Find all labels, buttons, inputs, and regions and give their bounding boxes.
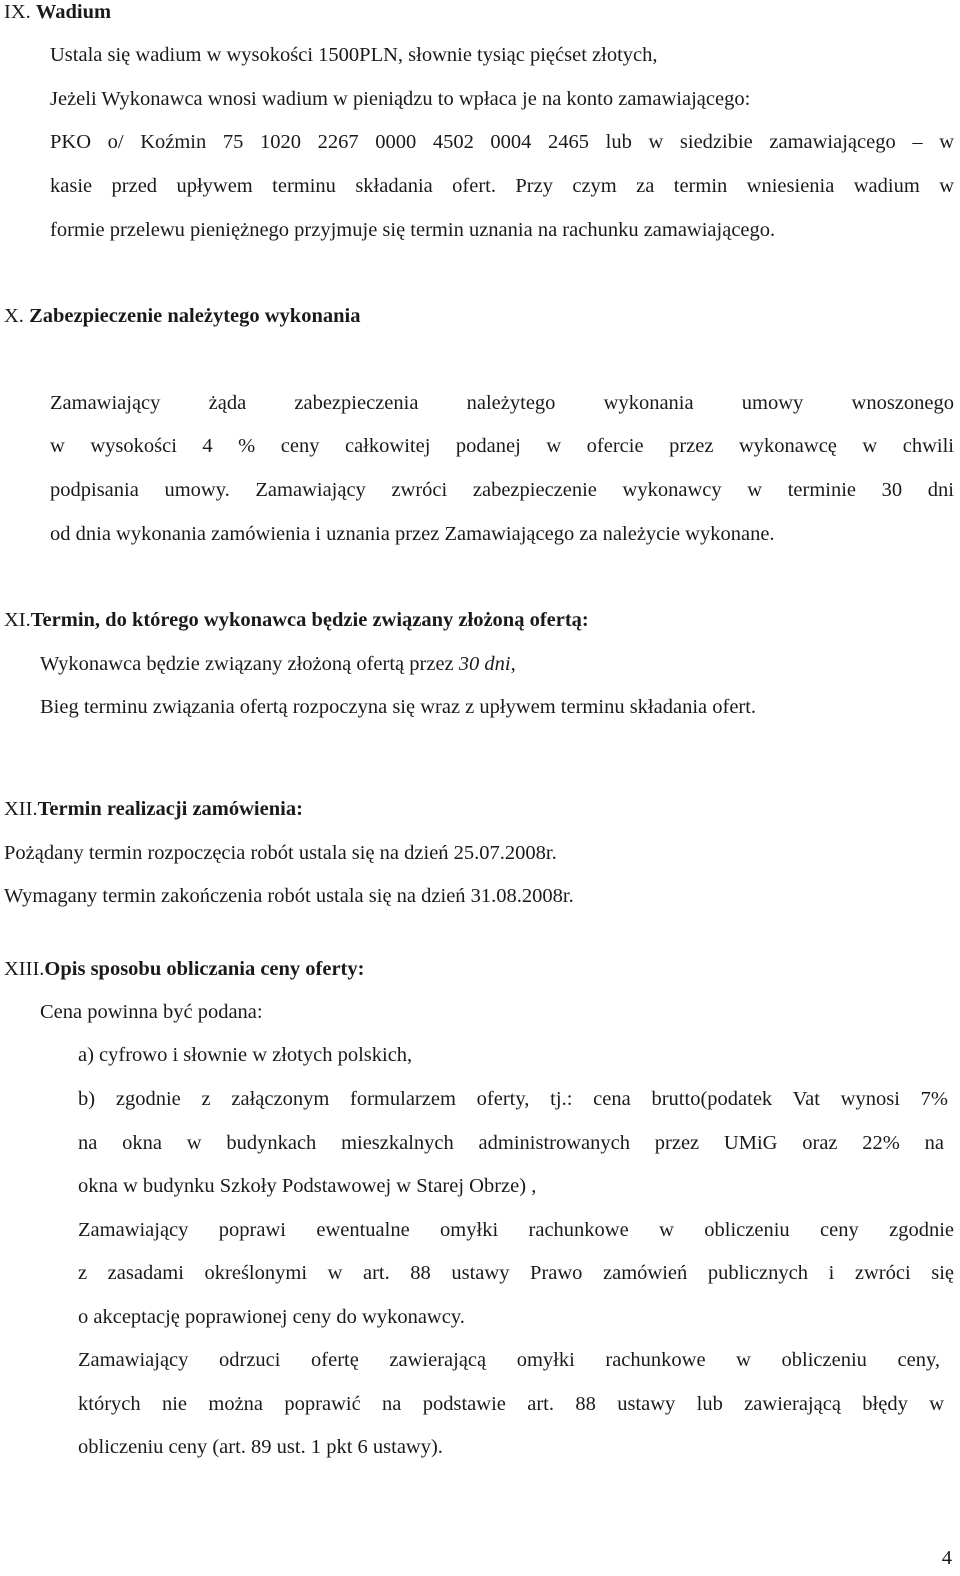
paragraph-line — [40, 652, 516, 676]
list-item: obliczeniu ceny (art. 89 ust. 1 pkt 6 ustawy). — [78, 1436, 443, 1458]
paragraph-line: Cena powinna być podana: — [40, 1001, 263, 1023]
paragraph-line: Zamawiający żąda zabezpieczenia należytego wykonania umowy wnoszonego — [50, 392, 954, 414]
list-item: b) zgodnie z załączonym formularzem oferty, tj.: cena brutto(podatek Vat wynosi 7% — [78, 1088, 948, 1110]
section-number: XI. — [4, 609, 31, 631]
paragraph-line: Pożądany termin rozpoczęcia robót ustala się na dzień 25.07.2008r. — [4, 842, 557, 864]
section-xi-heading — [4, 608, 589, 632]
paragraph-line: w wysokości 4 % ceny całkowitej podanej w ofercie przez wykonawcę w chwili — [50, 435, 954, 457]
list-item: na okna w budynkach mieszkalnych administrowanych przez UMiG oraz 22% na — [78, 1132, 944, 1154]
section-number: XII. — [4, 798, 38, 820]
list-item: o akceptację poprawionej ceny do wykonawcy. — [78, 1306, 465, 1328]
list-item: Zamawiający poprawi ewentualne omyłki rachunkowe w obliczeniu ceny zgodnie — [78, 1219, 954, 1241]
list-item: okna w budynku Szkoły Podstawowej w Starej Obrze) , — [78, 1175, 537, 1197]
page-number: 4 — [941, 1547, 952, 1569]
paragraph-line: Jeżeli Wykonawca wnosi wadium w pieniądzu to wpłaca je na konto zamawiającego: — [50, 88, 751, 110]
section-title: Zabezpieczenie należytego wykonania — [29, 305, 361, 327]
section-number: X. — [4, 305, 24, 327]
paragraph-line: Wymagany termin zakończenia robót ustala się na dzień 31.08.2008r. — [4, 885, 574, 907]
section-ix-heading — [4, 0, 111, 24]
list-item: których nie można poprawić na podstawie art. 88 ustawy lub zawierającą błędy w — [78, 1393, 944, 1415]
paragraph-line: PKO o/ Koźmin 75 1020 2267 0000 4502 0004 2465 lub w siedzibie zamawiającego – w — [50, 131, 954, 153]
section-title: Termin realizacji zamówienia: — [37, 798, 303, 820]
section-title: Wadium — [35, 1, 112, 23]
section-number: XIII. — [4, 958, 45, 980]
section-xiii-heading — [4, 957, 364, 981]
text-span: Wykonawca będzie związany złożoną ofertą przez — [40, 653, 459, 675]
section-xii-heading — [4, 797, 303, 821]
list-item: a) cyfrowo i słownie w złotych polskich, — [78, 1044, 413, 1066]
section-x-heading — [4, 304, 360, 328]
paragraph-line: Ustala się wadium w wysokości 1500PLN, słownie tysiąc pięćset złotych, — [50, 44, 658, 66]
italic-term: 30 dni — [458, 653, 511, 675]
paragraph-line: kasie przed upływem terminu składania ofert. Przy czym za termin wniesienia wadium w — [50, 175, 954, 197]
section-title: Opis sposobu obliczania ceny oferty: — [44, 958, 365, 980]
text-span: , — [510, 653, 516, 675]
paragraph-line: od dnia wykonania zamówienia i uznania przez Zamawiającego za należycie wykonane. — [50, 523, 775, 545]
paragraph-line: formie przelewu pieniężnego przyjmuje się termin uznania na rachunku zamawiającego. — [50, 219, 776, 241]
paragraph-line: podpisania umowy. Zamawiający zwróci zabezpieczenie wykonawcy w terminie 30 dni — [50, 479, 954, 501]
list-item: Zamawiający odrzuci ofertę zawierającą omyłki rachunkowe w obliczeniu ceny, — [78, 1349, 940, 1371]
section-title: Termin, do którego wykonawca będzie związany złożoną ofertą: — [30, 609, 589, 631]
paragraph-line: Bieg terminu związania ofertą rozpoczyna się wraz z upływem terminu składania ofert. — [40, 696, 757, 718]
list-item: z zasadami określonymi w art. 88 ustawy Prawo zamówień publicznych i zwróci się — [78, 1262, 954, 1284]
section-number: IX. — [4, 1, 31, 23]
